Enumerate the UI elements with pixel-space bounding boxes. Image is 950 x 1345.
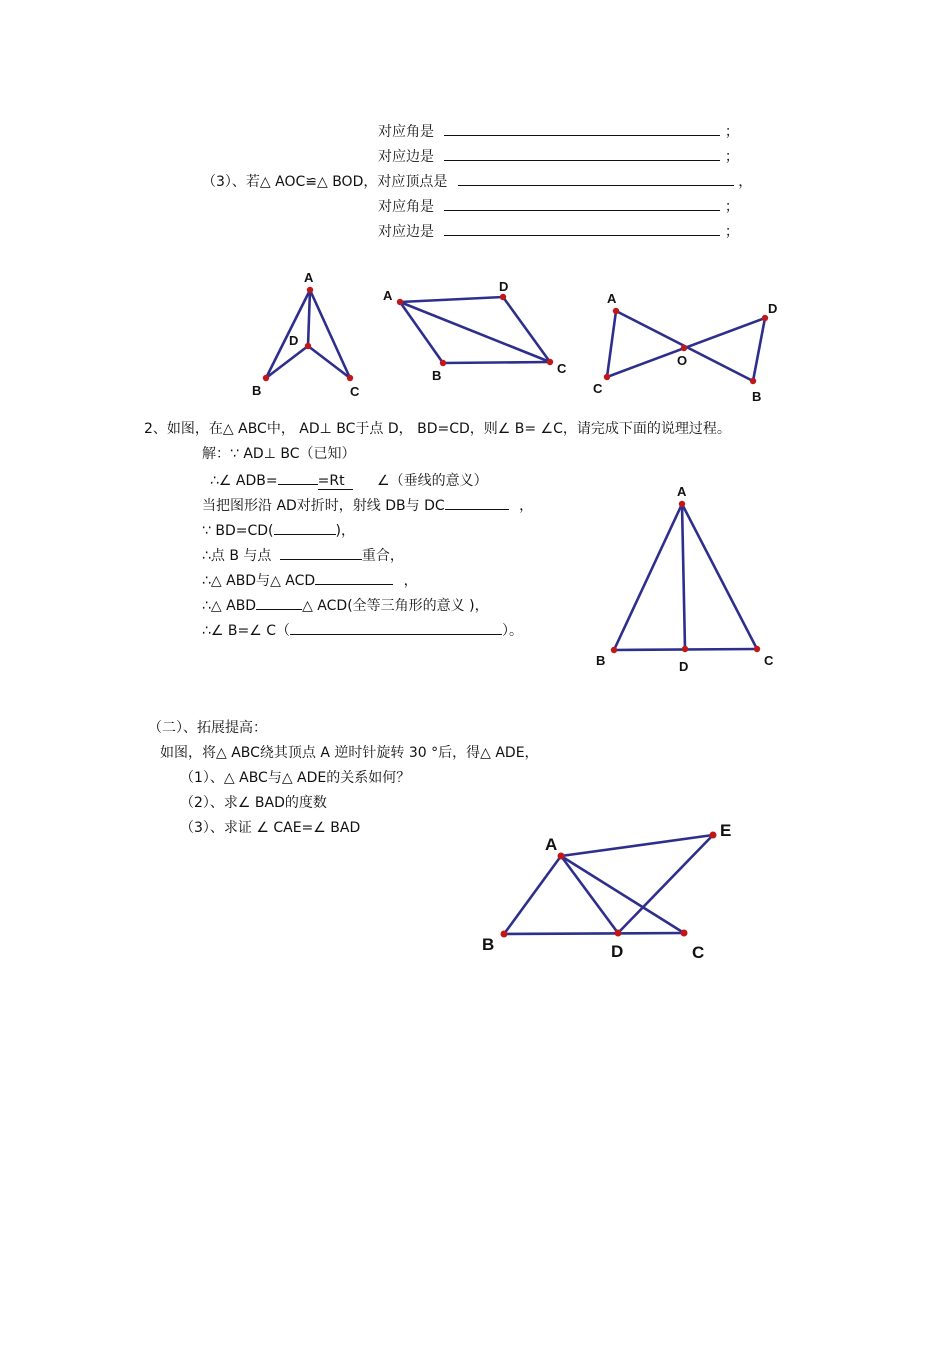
- step-text: ∴点 B 与点: [202, 548, 272, 564]
- point-a: [613, 308, 619, 314]
- punct: ；: [724, 199, 739, 215]
- seg-ac: [561, 856, 684, 933]
- figure-2-quadrilateral: [383, 279, 567, 383]
- point-d: [500, 294, 506, 300]
- answer-blank[interactable]: [274, 520, 336, 535]
- label-d: D: [611, 942, 624, 961]
- point-c: [547, 359, 553, 365]
- step-text: 当把图形沿 AD对折时，射线 DB与 DC: [202, 498, 445, 514]
- step-text: 重合，: [361, 548, 404, 564]
- step-text: 解：∵ AD⊥ BC（已知）: [202, 446, 356, 462]
- ext-intro: [160, 744, 539, 762]
- seg-ac: [607, 311, 616, 377]
- point-b: [750, 378, 756, 384]
- label: （3）、若△ AOC≌△ BOD，对应顶点是: [202, 174, 448, 190]
- part-text: （3）、求证 ∠ CAE=∠ BAD: [180, 820, 361, 836]
- label: 对应边是: [378, 224, 434, 240]
- label-d: D: [679, 659, 689, 674]
- seg-ad: [682, 504, 685, 649]
- label: 对应边是: [378, 149, 434, 165]
- label-c: C: [593, 381, 603, 396]
- label-b: B: [432, 368, 442, 383]
- figure-4-isosceles-triangle: [596, 484, 774, 674]
- answer-blank[interactable]: [290, 620, 502, 635]
- point-o: [681, 345, 687, 351]
- point-e: [710, 832, 717, 839]
- step-text: ∴∠ B=∠ C（: [202, 623, 291, 639]
- point-d: [615, 930, 622, 937]
- answer-blank[interactable]: [315, 570, 393, 585]
- answer-blank[interactable]: [280, 545, 362, 560]
- seg-ed: [618, 835, 713, 933]
- point-a: [558, 853, 565, 860]
- seg-bc: [504, 933, 684, 934]
- point-d: [682, 646, 688, 652]
- step-text: ∵ BD=CD(: [202, 523, 274, 539]
- q2-step-8: [202, 620, 523, 640]
- seg-ab: [266, 290, 310, 378]
- seg-ab: [614, 504, 682, 650]
- step-text: ∴∠ ADB=: [210, 473, 278, 489]
- point-c: [754, 646, 760, 652]
- seg-ac: [310, 290, 350, 378]
- step-text: )，: [335, 523, 355, 539]
- label-a: A: [383, 288, 393, 303]
- step-text: △ ACD(全等三角形的意义 )，: [302, 598, 489, 614]
- label-d: D: [499, 279, 509, 294]
- seg-ad: [308, 290, 310, 346]
- label-b: B: [482, 935, 495, 954]
- step-text: ∴△ ABD与△ ACD: [202, 573, 316, 589]
- seg-ac: [682, 504, 757, 649]
- q2-question: [144, 420, 731, 438]
- seg-ae: [561, 835, 713, 856]
- step-text: ∴△ ABD: [202, 598, 257, 614]
- label-c: C: [350, 384, 360, 399]
- answer-blank[interactable]: [445, 495, 509, 510]
- step-text: ，: [519, 498, 534, 514]
- seg-ad: [561, 856, 618, 933]
- ext-part-1: [180, 769, 410, 787]
- label-e: E: [720, 821, 732, 840]
- punct: ；: [724, 124, 739, 140]
- seg-db: [753, 318, 765, 381]
- label-b: B: [752, 389, 762, 404]
- point-b: [263, 375, 269, 381]
- punct: ；: [724, 224, 739, 240]
- punct: ；: [724, 149, 739, 165]
- q2-step-6: [202, 570, 418, 590]
- point-b: [501, 931, 508, 938]
- point-d: [305, 343, 311, 349]
- part-text: （2）、求∠ BAD的度数: [180, 795, 327, 811]
- point-a: [679, 501, 685, 507]
- label-c: C: [692, 943, 705, 962]
- seg-db: [266, 346, 308, 378]
- label-b: B: [596, 653, 606, 668]
- intro-text: 如图，将△ ABC绕其顶点 A 逆时针旋转 30 °后，得△ ADE，: [160, 745, 539, 761]
- label-a: A: [677, 484, 687, 499]
- label-c: C: [557, 361, 567, 376]
- point-b: [611, 647, 617, 653]
- step-text: =Rt: [318, 473, 353, 490]
- answer-blank[interactable]: [256, 595, 302, 610]
- q2-step-1: [202, 445, 356, 463]
- ext-part-3: [180, 819, 360, 837]
- figure-1-triangle-with-d: [252, 270, 360, 399]
- seg-ad: [400, 297, 503, 302]
- label-o: O: [677, 353, 688, 368]
- figure-5-rotation: [482, 821, 731, 962]
- label-a: A: [607, 291, 617, 306]
- q2-step-2: [210, 470, 488, 490]
- label-b: B: [252, 383, 262, 398]
- question-text: 2、如图，在△ ABC中， AD⊥ BC于点 D， BD=CD，则∠ B= ∠C，请完成下面的说理过程。: [144, 421, 731, 437]
- ext-title: [148, 719, 267, 737]
- point-a: [397, 299, 403, 305]
- q2-step-3: [202, 495, 533, 515]
- q2-step-7: [202, 595, 489, 615]
- label: 对应角是: [378, 199, 434, 215]
- q2-step-4: [202, 520, 355, 540]
- seg-bc: [443, 362, 550, 363]
- point-c: [604, 374, 610, 380]
- label-a: A: [304, 270, 314, 285]
- label-d: D: [768, 301, 778, 316]
- figure-3-bowtie: [593, 291, 777, 404]
- part-text: （1）、△ ABC与△ ADE的关系如何？: [180, 770, 411, 786]
- step-text: ∠（垂线的意义）: [377, 473, 488, 489]
- step-text: ，: [403, 573, 418, 589]
- step-text: ）。: [502, 623, 524, 639]
- answer-blank[interactable]: [278, 470, 318, 485]
- section-title: （二）、拓展提高：: [148, 720, 267, 736]
- point-b: [440, 360, 446, 366]
- seg-ab: [504, 856, 561, 934]
- q2-step-5: [202, 545, 404, 565]
- punct: ，: [738, 174, 753, 190]
- point-a: [307, 287, 313, 293]
- label-d: D: [289, 333, 299, 348]
- label-c: C: [764, 653, 774, 668]
- point-c: [347, 375, 353, 381]
- label-a: A: [545, 835, 558, 854]
- label: 对应角是: [378, 124, 434, 140]
- point-c: [681, 930, 688, 937]
- ext-part-2: [180, 794, 327, 812]
